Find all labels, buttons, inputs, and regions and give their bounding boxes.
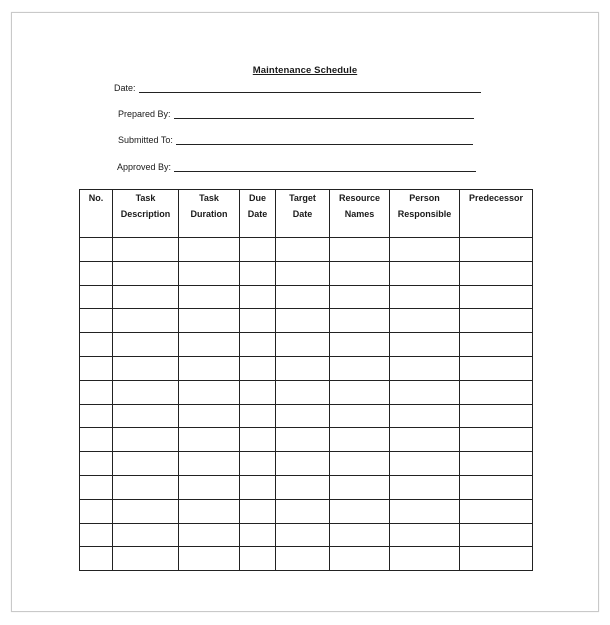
table-cell[interactable] bbox=[330, 523, 390, 547]
table-cell[interactable] bbox=[240, 475, 276, 499]
table-row bbox=[80, 547, 533, 571]
approved-by-label: Approved By: bbox=[117, 162, 172, 172]
table-cell[interactable] bbox=[460, 285, 533, 309]
table-cell[interactable] bbox=[276, 547, 330, 571]
column-header-task-description: Task Description bbox=[113, 190, 179, 238]
column-header-target-date: Target Date bbox=[276, 190, 330, 238]
table-row bbox=[80, 475, 533, 499]
table-cell[interactable] bbox=[330, 285, 390, 309]
table-cell[interactable] bbox=[330, 428, 390, 452]
table-cell[interactable] bbox=[276, 380, 330, 404]
table-cell[interactable] bbox=[240, 380, 276, 404]
table-cell[interactable] bbox=[240, 452, 276, 476]
table-cell[interactable] bbox=[113, 404, 179, 428]
table-cell[interactable] bbox=[179, 380, 240, 404]
table-cell[interactable] bbox=[240, 428, 276, 452]
table-cell[interactable] bbox=[80, 547, 113, 571]
table-row bbox=[80, 309, 533, 333]
table-cell[interactable] bbox=[80, 404, 113, 428]
table-cell[interactable] bbox=[179, 475, 240, 499]
table-cell[interactable] bbox=[330, 452, 390, 476]
table-cell[interactable] bbox=[179, 261, 240, 285]
submitted-to-label: Submitted To: bbox=[118, 135, 173, 145]
table-cell[interactable] bbox=[179, 285, 240, 309]
table-cell[interactable] bbox=[460, 261, 533, 285]
submitted-to-input-line[interactable] bbox=[176, 136, 473, 145]
table-cell[interactable] bbox=[330, 547, 390, 571]
date-input-line[interactable] bbox=[139, 84, 481, 93]
column-header-person-responsible: Person Responsible bbox=[390, 190, 460, 238]
table-cell[interactable] bbox=[330, 238, 390, 262]
table-body bbox=[80, 238, 533, 571]
table-cell[interactable] bbox=[390, 523, 460, 547]
table-cell[interactable] bbox=[80, 333, 113, 357]
table-row bbox=[80, 428, 533, 452]
table-cell[interactable] bbox=[460, 452, 533, 476]
table-cell[interactable] bbox=[240, 261, 276, 285]
table-cell[interactable] bbox=[113, 238, 179, 262]
table-cell[interactable] bbox=[80, 356, 113, 380]
approved-by-field bbox=[117, 162, 476, 172]
table-cell[interactable] bbox=[460, 475, 533, 499]
table-cell[interactable] bbox=[80, 261, 113, 285]
table-cell[interactable] bbox=[276, 452, 330, 476]
table-row bbox=[80, 523, 533, 547]
table-cell[interactable] bbox=[390, 547, 460, 571]
table-row bbox=[80, 333, 533, 357]
document-page bbox=[11, 12, 599, 612]
table-cell[interactable] bbox=[179, 238, 240, 262]
table-cell[interactable] bbox=[330, 404, 390, 428]
table-cell[interactable] bbox=[240, 238, 276, 262]
table-cell[interactable] bbox=[390, 309, 460, 333]
table-cell[interactable] bbox=[460, 499, 533, 523]
table-cell[interactable] bbox=[240, 309, 276, 333]
table-cell[interactable] bbox=[330, 333, 390, 357]
table-cell[interactable] bbox=[460, 356, 533, 380]
table-cell[interactable] bbox=[460, 523, 533, 547]
column-header-no: No. bbox=[80, 190, 113, 238]
table-cell[interactable] bbox=[113, 452, 179, 476]
table-cell[interactable] bbox=[276, 261, 330, 285]
table-cell[interactable] bbox=[276, 499, 330, 523]
document-title-text: Maintenance Schedule bbox=[252, 65, 358, 76]
column-header-due-date: Due Date bbox=[240, 190, 276, 238]
table-cell[interactable] bbox=[330, 309, 390, 333]
table-row bbox=[80, 261, 533, 285]
date-field bbox=[114, 83, 481, 93]
table-cell[interactable] bbox=[390, 428, 460, 452]
table-cell[interactable] bbox=[80, 475, 113, 499]
table-cell[interactable] bbox=[179, 428, 240, 452]
table-cell[interactable] bbox=[390, 356, 460, 380]
table-cell[interactable] bbox=[113, 285, 179, 309]
table-cell[interactable] bbox=[179, 452, 240, 476]
table-cell[interactable] bbox=[390, 333, 460, 357]
column-header-task-duration: Task Duration bbox=[179, 190, 240, 238]
document-title bbox=[12, 65, 598, 76]
submitted-to-field bbox=[118, 135, 473, 145]
table-cell[interactable] bbox=[330, 261, 390, 285]
table-cell[interactable] bbox=[390, 238, 460, 262]
table-cell[interactable] bbox=[330, 356, 390, 380]
table-cell[interactable] bbox=[460, 309, 533, 333]
table-cell[interactable] bbox=[240, 356, 276, 380]
table-cell[interactable] bbox=[390, 475, 460, 499]
table-cell[interactable] bbox=[276, 428, 330, 452]
table-cell[interactable] bbox=[330, 380, 390, 404]
prepared-by-input-line[interactable] bbox=[174, 110, 474, 119]
date-label: Date: bbox=[114, 83, 136, 93]
table-cell[interactable] bbox=[240, 285, 276, 309]
table-cell[interactable] bbox=[276, 309, 330, 333]
table-cell[interactable] bbox=[113, 333, 179, 357]
table-cell[interactable] bbox=[240, 499, 276, 523]
table-cell[interactable] bbox=[390, 499, 460, 523]
prepared-by-field bbox=[118, 109, 474, 119]
table-cell[interactable] bbox=[390, 261, 460, 285]
table-cell[interactable] bbox=[330, 475, 390, 499]
table-cell[interactable] bbox=[240, 523, 276, 547]
approved-by-input-line[interactable] bbox=[174, 163, 476, 172]
table-cell[interactable] bbox=[113, 309, 179, 333]
table-cell[interactable] bbox=[460, 547, 533, 571]
table-cell[interactable] bbox=[113, 261, 179, 285]
column-header-predecessor: Predecessor bbox=[460, 190, 533, 238]
table-cell[interactable] bbox=[460, 404, 533, 428]
table-cell[interactable] bbox=[460, 380, 533, 404]
table-cell[interactable] bbox=[179, 333, 240, 357]
table-cell[interactable] bbox=[240, 333, 276, 357]
table-cell[interactable] bbox=[80, 285, 113, 309]
table-cell[interactable] bbox=[390, 452, 460, 476]
table-cell[interactable] bbox=[80, 309, 113, 333]
table-row bbox=[80, 499, 533, 523]
table-row bbox=[80, 404, 533, 428]
table-cell[interactable] bbox=[113, 475, 179, 499]
table-cell[interactable] bbox=[460, 333, 533, 357]
table-cell[interactable] bbox=[179, 547, 240, 571]
column-header-resource-names: Resource Names bbox=[330, 190, 390, 238]
table-row bbox=[80, 238, 533, 262]
table-cell[interactable] bbox=[240, 547, 276, 571]
table-cell[interactable] bbox=[276, 285, 330, 309]
table-cell[interactable] bbox=[80, 380, 113, 404]
table-cell[interactable] bbox=[113, 356, 179, 380]
table-cell[interactable] bbox=[80, 452, 113, 476]
table-cell[interactable] bbox=[390, 404, 460, 428]
table-row bbox=[80, 452, 533, 476]
table-row bbox=[80, 380, 533, 404]
table-cell[interactable] bbox=[113, 499, 179, 523]
table-header-row bbox=[80, 190, 533, 238]
table-row bbox=[80, 285, 533, 309]
table-cell[interactable] bbox=[80, 499, 113, 523]
table-cell[interactable] bbox=[113, 428, 179, 452]
table-cell[interactable] bbox=[390, 380, 460, 404]
table-cell[interactable] bbox=[179, 309, 240, 333]
table-cell[interactable] bbox=[276, 404, 330, 428]
table-cell[interactable] bbox=[80, 523, 113, 547]
prepared-by-label: Prepared By: bbox=[118, 109, 171, 119]
table-cell[interactable] bbox=[460, 238, 533, 262]
table-cell[interactable] bbox=[390, 285, 460, 309]
table-cell[interactable] bbox=[276, 333, 330, 357]
table-cell[interactable] bbox=[330, 499, 390, 523]
table-cell[interactable] bbox=[179, 356, 240, 380]
table-cell[interactable] bbox=[276, 238, 330, 262]
schedule-table bbox=[79, 189, 533, 571]
table-cell[interactable] bbox=[113, 547, 179, 571]
table-cell[interactable] bbox=[179, 523, 240, 547]
table-cell[interactable] bbox=[460, 428, 533, 452]
table-row bbox=[80, 356, 533, 380]
table-cell[interactable] bbox=[179, 499, 240, 523]
table-cell[interactable] bbox=[240, 404, 276, 428]
table-cell[interactable] bbox=[113, 380, 179, 404]
table-cell[interactable] bbox=[80, 428, 113, 452]
table-cell[interactable] bbox=[113, 523, 179, 547]
table-cell[interactable] bbox=[276, 523, 330, 547]
table-cell[interactable] bbox=[276, 475, 330, 499]
table-cell[interactable] bbox=[276, 356, 330, 380]
table-cell[interactable] bbox=[80, 238, 113, 262]
table-cell[interactable] bbox=[179, 404, 240, 428]
